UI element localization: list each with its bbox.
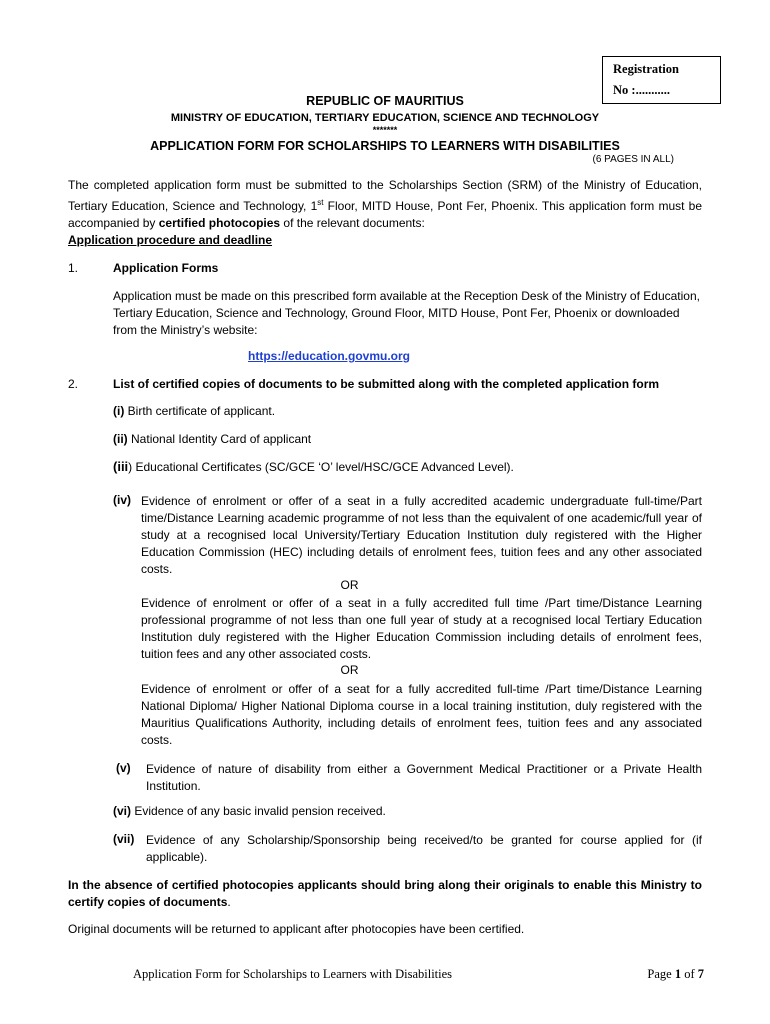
item1-title: Application Forms (113, 261, 219, 275)
item1-number: 1. (68, 261, 79, 275)
item2-number: 2. (68, 377, 79, 391)
doc-item-iv-second: Evidence of enrolment or offer of a seat in a fully accredited full time /Part time/Distance Learning professional programme of not less than one full year of study at a recognised local Tertiary Education Institution duly registered with the Higher Education Commission including details of enrolment fees, tuition fees and any other associated costs. (141, 596, 702, 661)
doc-item-vi: (vi) Evidence of any basic invalid pension received. (113, 804, 386, 818)
doc-item-i: (i) Birth certificate of applicant. (113, 404, 276, 418)
item1-text: Application must be made on this prescribed form available at the Reception Desk of the Ministry of Education, Tertiary Education, Science and Technology, Ground Floor, MITD House, Pont Fer, Phoenix or downloaded from the Ministry’s website: (113, 289, 700, 337)
doc-item-vii-text: Evidence of any Scholarship/Sponsorship being received/to be granted for course applied for (if applicable). (146, 833, 702, 864)
form-title: APPLICATION FORM FOR SCHOLARSHIPS TO LEARNERS WITH DISABILITIES (150, 139, 620, 153)
section-heading: Application procedure and deadline (68, 233, 273, 247)
doc-item-v-text: Evidence of nature of disability from either a Government Medical Practitioner or a Private Health Institution. (146, 762, 702, 793)
doc-item-iv-first: Evidence of enrolment or offer of a seat in a fully accredited academic undergraduate full-time/Part time/Distance Learning academic programme of not less than the equivalent of one academic/full year of study at a recognised local University/Tertiary Education Institution duly registered with the Higher Education Commission (HEC) including details of enrolment fees, tuition fees and any other associated costs. (141, 494, 702, 576)
doc-item-iii: (iii) Educational Certificates (SC/GCE ‘O’ level/HSC/GCE Advanced Level). (113, 459, 514, 474)
doc-item-vii-label: (vii) (113, 832, 135, 846)
ministry-website-link[interactable]: https://education.govmu.org (248, 349, 410, 363)
returned-note: Original documents will be returned to applicant after photocopies have been certified. (68, 922, 525, 936)
doc-item-iv-third: Evidence of enrolment or offer of a seat for a fully accredited full-time /Part time/Distance Learning National Diploma/ Higher National Diploma course in a local training institution, duly registered with the Mauritius Qualifications Authority, including details of enrolment fees, tuition fees and any associated costs. (141, 682, 702, 747)
doc-item-iv-label: (iv) (113, 493, 131, 507)
pages-note: (6 PAGES IN ALL) (592, 154, 674, 165)
header-stars: ******* (372, 125, 398, 135)
ministry-heading: MINISTRY OF EDUCATION, TERTIARY EDUCATION, SCIENCE AND TECHNOLOGY (170, 112, 600, 124)
intro-paragraph: The completed application form must be submitted to the Scholarships Section (SRM) of the Ministry of Education, Tertiary Education, Science and Technology, 1st Floor, MITD House, Pont Fer, Phoenix. This application form must be accompanied by certified photocopies of the relevant documents: (68, 178, 702, 230)
absence-note: In the absence of certified photocopies applicants should bring along their originals to enable this Ministry to certify copies of documents. (68, 878, 702, 909)
doc-item-iv-or2: OR (340, 663, 359, 677)
doc-item-v-label: (v) (116, 761, 131, 775)
page-number: Page 1 of 7 (647, 967, 704, 981)
doc-item-ii: (ii) National Identity Card of applicant (113, 432, 312, 446)
republic-heading: REPUBLIC OF MAURITIUS (306, 94, 464, 108)
registration-label: Registration (613, 62, 679, 76)
doc-item-iv-or1: OR (340, 578, 359, 592)
registration-number: No :........... (613, 83, 670, 97)
footer-title: Application Form for Scholarships to Learners with Disabilities (133, 967, 453, 981)
item2-title: List of certified copies of documents to be submitted along with the completed application form (113, 377, 660, 391)
